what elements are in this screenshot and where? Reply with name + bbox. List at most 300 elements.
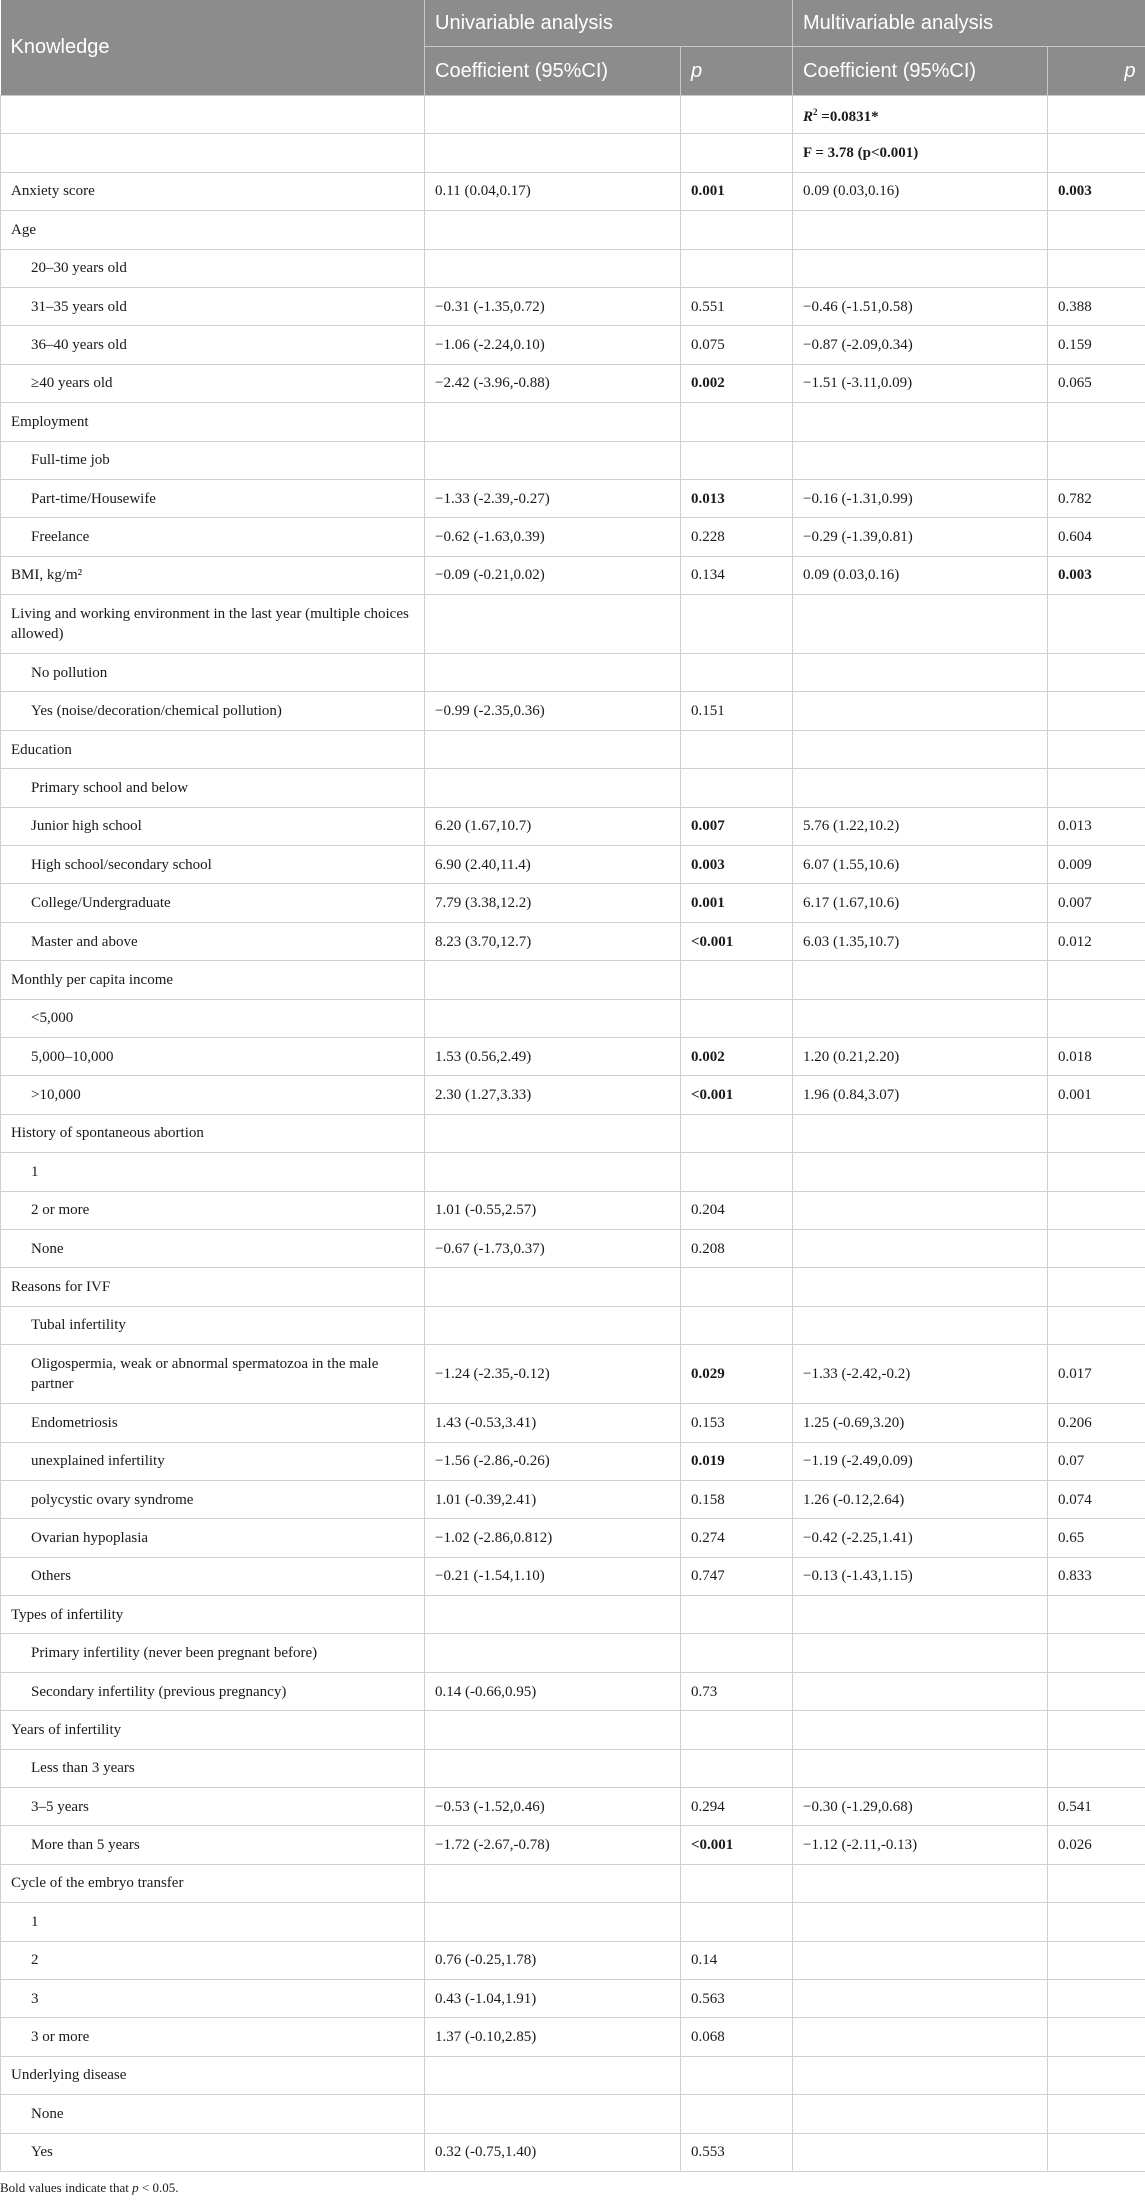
table-row [1,2018,1145,2056]
table-body [1,96,1145,2172]
multi-coefficient [793,769,1048,807]
row-label: Endometriosis [1,1404,425,1442]
table-row [1,364,1145,402]
header-p-multi: p [1048,47,1145,96]
multi-p-value [1048,999,1145,1037]
table-row [1,1672,1145,1710]
multi-p-value [1048,1153,1145,1191]
multi-p-value: 0.003 [1048,172,1145,210]
table-row [1,595,1145,654]
uni-p-value: 0.002 [681,364,793,402]
multi-p-value: 0.007 [1048,884,1145,922]
multi-coefficient [793,999,1048,1037]
multi-p-value [1048,961,1145,999]
uni-p-value: 0.73 [681,1672,793,1710]
header-p-uni: p [681,47,793,96]
multi-coefficient [793,654,1048,692]
uni-p-value [681,2095,793,2133]
row-label: 36–40 years old [1,326,425,364]
table-row [1,1306,1145,1344]
multi-p-value: 0.018 [1048,1037,1145,1075]
row-label: Others [1,1557,425,1595]
multi-coefficient: 1.26 (-0.12,2.64) [793,1480,1048,1518]
multi-coefficient [793,730,1048,768]
multi-coefficient: −1.19 (-2.49,0.09) [793,1442,1048,1480]
row-label: >10,000 [1,1076,425,1114]
row-label: Full-time job [1,441,425,479]
uni-coefficient [425,769,681,807]
multi-p-value: 0.074 [1048,1480,1145,1518]
row-label: Types of infertility [1,1596,425,1634]
row-label: None [1,1229,425,1267]
table-row [1,961,1145,999]
uni-coefficient: 0.14 (-0.66,0.95) [425,1672,681,1710]
uni-p-value: 0.553 [681,2133,793,2171]
row-label: 1 [1,1153,425,1191]
uni-p-value: 0.007 [681,807,793,845]
multi-coefficient: −0.16 (-1.31,0.99) [793,479,1048,517]
uni-p-value [681,1634,793,1672]
multi-coefficient: −0.46 (-1.51,0.58) [793,287,1048,325]
uni-coefficient: −0.99 (-2.35,0.36) [425,692,681,730]
uni-coefficient [425,961,681,999]
row-label: Part-time/Housewife [1,479,425,517]
table-row [1,1442,1145,1480]
uni-coefficient: 0.32 (-0.75,1.40) [425,2133,681,2171]
multi-p-value: 0.065 [1048,364,1145,402]
table-row [1,1711,1145,1749]
table-row [1,1749,1145,1787]
row-label: Cycle of the embryo transfer [1,1864,425,1902]
table-row [1,441,1145,479]
uni-coefficient: 1.01 (-0.39,2.41) [425,1480,681,1518]
table-row [1,1788,1145,1826]
row-label: 3 or more [1,2018,425,2056]
multi-p-value [1048,2095,1145,2133]
multi-coefficient [793,1634,1048,1672]
multi-p-value [1048,692,1145,730]
table-row [1,1864,1145,1902]
uni-coefficient: −1.24 (-2.35,-0.12) [425,1345,681,1404]
table-row [1,692,1145,730]
row-label: Tubal infertility [1,1306,425,1344]
table-row [1,1557,1145,1595]
table-row [1,1404,1145,1442]
multi-p-value [1048,2133,1145,2171]
row-label: None [1,2095,425,2133]
multi-coefficient [793,2056,1048,2094]
multi-coefficient [793,1864,1048,1902]
multi-coefficient [793,1191,1048,1229]
multi-coefficient [793,1229,1048,1267]
row-label: Age [1,211,425,249]
header-multivariable: Multivariable analysis [793,0,1145,47]
multi-coefficient [793,692,1048,730]
multi-p-value [1048,1191,1145,1229]
table-row [1,1634,1145,1672]
uni-p-value [681,654,793,692]
multi-coefficient: −1.51 (-3.11,0.09) [793,364,1048,402]
row-label: Oligospermia, weak or abnormal spermatozoa in the male partner [1,1345,425,1404]
table-row [1,1941,1145,1979]
row-label: Yes (noise/decoration/chemical pollution) [1,692,425,730]
row-label: Ovarian hypoplasia [1,1519,425,1557]
multi-coefficient: −0.13 (-1.43,1.15) [793,1557,1048,1595]
uni-p-value [681,1306,793,1344]
r2-value: $R^2 =0.0831*$ [793,96,1048,134]
multi-p-value [1048,730,1145,768]
table-row [1,403,1145,441]
uni-coefficient: 6.90 (2.40,11.4) [425,846,681,884]
multi-coefficient [793,1979,1048,2017]
multi-coefficient: −0.30 (-1.29,0.68) [793,1788,1048,1826]
multi-coefficient: 6.07 (1.55,10.6) [793,846,1048,884]
row-label: 20–30 years old [1,249,425,287]
uni-coefficient [425,211,681,249]
uni-coefficient: −0.53 (-1.52,0.46) [425,1788,681,1826]
table-row [1,654,1145,692]
multi-coefficient [793,1114,1048,1152]
table-row [1,1076,1145,1114]
table-row [1,1345,1145,1404]
multi-p-value [1048,1903,1145,1941]
model-r2-row [1,96,1145,134]
uni-coefficient [425,730,681,768]
uni-coefficient [425,403,681,441]
uni-p-value: 0.551 [681,287,793,325]
row-label: 3–5 years [1,1788,425,1826]
uni-coefficient [425,1596,681,1634]
multi-p-value: 0.65 [1048,1519,1145,1557]
uni-coefficient [425,1268,681,1306]
header-coef-multi: Coefficient (95%CI) [793,47,1048,96]
table-row [1,2095,1145,2133]
multi-p-value [1048,1634,1145,1672]
uni-coefficient: −0.21 (-1.54,1.10) [425,1557,681,1595]
uni-p-value [681,961,793,999]
multi-coefficient [793,1941,1048,1979]
uni-p-value [681,1711,793,1749]
multi-p-value [1048,1229,1145,1267]
table-row [1,730,1145,768]
uni-coefficient: 0.43 (-1.04,1.91) [425,1979,681,2017]
multi-p-value [1048,1749,1145,1787]
uni-p-value: <0.001 [681,1826,793,1864]
uni-p-value [681,1749,793,1787]
uni-p-value [681,1153,793,1191]
uni-coefficient [425,249,681,287]
multi-coefficient [793,211,1048,249]
uni-p-value: 0.747 [681,1557,793,1595]
row-label: 3 [1,1979,425,2017]
row-label: unexplained infertility [1,1442,425,1480]
multi-coefficient: −0.42 (-2.25,1.41) [793,1519,1048,1557]
row-label: Education [1,730,425,768]
uni-p-value: 0.208 [681,1229,793,1267]
uni-p-value: 0.002 [681,1037,793,1075]
multi-p-value [1048,654,1145,692]
uni-p-value: 0.204 [681,1191,793,1229]
uni-coefficient [425,1903,681,1941]
row-label: Secondary infertility (previous pregnancy) [1,1672,425,1710]
multi-p-value [1048,1306,1145,1344]
uni-p-value: 0.14 [681,1941,793,1979]
table-row [1,807,1145,845]
uni-p-value [681,999,793,1037]
multi-p-value: 0.833 [1048,1557,1145,1595]
uni-p-value: 0.001 [681,884,793,922]
uni-coefficient [425,999,681,1037]
table-row [1,2056,1145,2094]
row-label: Master and above [1,922,425,960]
uni-coefficient: −2.42 (-3.96,-0.88) [425,364,681,402]
uni-coefficient: −0.67 (-1.73,0.37) [425,1229,681,1267]
uni-coefficient: 6.20 (1.67,10.7) [425,807,681,845]
row-label: Employment [1,403,425,441]
uni-p-value [681,211,793,249]
uni-coefficient: −1.33 (-2.39,-0.27) [425,479,681,517]
uni-p-value [681,1903,793,1941]
uni-coefficient: −1.56 (-2.86,-0.26) [425,1442,681,1480]
multi-coefficient [793,1153,1048,1191]
multi-coefficient [793,1596,1048,1634]
uni-p-value: 0.013 [681,479,793,517]
uni-coefficient: 1.53 (0.56,2.49) [425,1037,681,1075]
uni-p-value [681,1864,793,1902]
uni-coefficient: 1.43 (-0.53,3.41) [425,1404,681,1442]
multi-coefficient [793,441,1048,479]
row-label: ≥40 years old [1,364,425,402]
uni-p-value: 0.001 [681,172,793,210]
multi-coefficient [793,1306,1048,1344]
row-label: Reasons for IVF [1,1268,425,1306]
row-label: No pollution [1,654,425,692]
uni-coefficient: −1.72 (-2.67,-0.78) [425,1826,681,1864]
multi-p-value [1048,249,1145,287]
row-label: 1 [1,1903,425,1941]
model-f-row [1,134,1145,172]
table-row [1,922,1145,960]
multi-coefficient [793,961,1048,999]
uni-coefficient: 8.23 (3.70,12.7) [425,922,681,960]
uni-p-value: 0.075 [681,326,793,364]
row-label: Underlying disease [1,2056,425,2094]
multi-coefficient [793,1268,1048,1306]
uni-coefficient [425,1711,681,1749]
uni-p-value [681,2056,793,2094]
multi-p-value: 0.009 [1048,846,1145,884]
multi-p-value [1048,1114,1145,1152]
uni-p-value: 0.029 [681,1345,793,1404]
multi-p-value: 0.026 [1048,1826,1145,1864]
multi-coefficient [793,595,1048,654]
multi-p-value: 0.07 [1048,1442,1145,1480]
row-label: 5,000–10,000 [1,1037,425,1075]
multi-p-value: 0.003 [1048,556,1145,594]
row-label: Primary school and below [1,769,425,807]
header-univariable: Univariable analysis [425,0,793,47]
row-label: Anxiety score [1,172,425,210]
table-row [1,1229,1145,1267]
table-row [1,1037,1145,1075]
multi-coefficient [793,1711,1048,1749]
multi-coefficient: 1.20 (0.21,2.20) [793,1037,1048,1075]
table-row [1,769,1145,807]
multi-coefficient [793,249,1048,287]
table-row [1,1596,1145,1634]
uni-p-value: 0.563 [681,1979,793,2017]
multi-p-value: 0.001 [1048,1076,1145,1114]
uni-p-value: 0.151 [681,692,793,730]
row-label: BMI, kg/m² [1,556,425,594]
multi-p-value [1048,1268,1145,1306]
multi-coefficient: −1.33 (-2.42,-0.2) [793,1345,1048,1404]
uni-coefficient [425,654,681,692]
uni-p-value [681,769,793,807]
multi-p-value [1048,211,1145,249]
multi-coefficient: 0.09 (0.03,0.16) [793,172,1048,210]
table-header [1,0,1145,96]
multi-p-value: 0.604 [1048,518,1145,556]
multi-coefficient: 0.09 (0.03,0.16) [793,556,1048,594]
multi-p-value [1048,1979,1145,2017]
table-row [1,1519,1145,1557]
uni-coefficient: 0.11 (0.04,0.17) [425,172,681,210]
multi-p-value [1048,441,1145,479]
multi-p-value: 0.388 [1048,287,1145,325]
table-row [1,211,1145,249]
uni-coefficient [425,441,681,479]
multi-p-value: 0.782 [1048,479,1145,517]
uni-coefficient: 2.30 (1.27,3.33) [425,1076,681,1114]
uni-p-value [681,441,793,479]
row-label: Living and working environment in the last year (multiple choices allowed) [1,595,425,654]
uni-p-value: 0.274 [681,1519,793,1557]
table-row [1,999,1145,1037]
multi-p-value: 0.206 [1048,1404,1145,1442]
uni-coefficient [425,1114,681,1152]
row-label: Primary infertility (never been pregnant before) [1,1634,425,1672]
multi-p-value: 0.159 [1048,326,1145,364]
uni-coefficient [425,2056,681,2094]
uni-coefficient [425,1864,681,1902]
uni-p-value [681,403,793,441]
table-row [1,1114,1145,1152]
uni-coefficient: −0.31 (-1.35,0.72) [425,287,681,325]
uni-coefficient [425,1634,681,1672]
table-row [1,1191,1145,1229]
header-coef-uni: Coefficient (95%CI) [425,47,681,96]
uni-p-value: <0.001 [681,922,793,960]
row-label: More than 5 years [1,1826,425,1864]
multi-coefficient: 6.17 (1.67,10.6) [793,884,1048,922]
uni-p-value [681,249,793,287]
uni-p-value: 0.068 [681,2018,793,2056]
multi-p-value: 0.541 [1048,1788,1145,1826]
uni-coefficient: −1.02 (-2.86,0.812) [425,1519,681,1557]
multi-p-value: 0.012 [1048,922,1145,960]
row-label: Yes [1,2133,425,2171]
multi-coefficient [793,403,1048,441]
uni-coefficient: 1.01 (-0.55,2.57) [425,1191,681,1229]
table-row [1,1979,1145,2017]
table-row [1,287,1145,325]
multi-coefficient: −0.29 (-1.39,0.81) [793,518,1048,556]
multi-p-value [1048,1596,1145,1634]
row-label: High school/secondary school [1,846,425,884]
multi-coefficient [793,1903,1048,1941]
row-label: History of spontaneous abortion [1,1114,425,1152]
uni-p-value: 0.228 [681,518,793,556]
uni-p-value: 0.019 [681,1442,793,1480]
multi-coefficient: −1.12 (-2.11,-0.13) [793,1826,1048,1864]
uni-p-value: <0.001 [681,1076,793,1114]
multi-coefficient [793,2095,1048,2133]
multi-coefficient [793,2133,1048,2171]
multi-p-value [1048,1864,1145,1902]
multi-p-value [1048,403,1145,441]
multi-coefficient: 1.25 (-0.69,3.20) [793,1404,1048,1442]
multi-p-value [1048,769,1145,807]
row-label: Less than 3 years [1,1749,425,1787]
uni-p-value [681,730,793,768]
uni-coefficient [425,2095,681,2133]
uni-coefficient: 1.37 (-0.10,2.85) [425,2018,681,2056]
table-row [1,326,1145,364]
row-label: Monthly per capita income [1,961,425,999]
multi-p-value [1048,2018,1145,2056]
uni-p-value [681,595,793,654]
multi-coefficient [793,1672,1048,1710]
table-row [1,1826,1145,1864]
uni-coefficient: −1.06 (-2.24,0.10) [425,326,681,364]
row-label: 2 [1,1941,425,1979]
uni-p-value: 0.294 [681,1788,793,1826]
row-label: Years of infertility [1,1711,425,1749]
uni-coefficient: 7.79 (3.38,12.2) [425,884,681,922]
row-label: Junior high school [1,807,425,845]
multi-p-value: 0.013 [1048,807,1145,845]
uni-coefficient: 0.76 (-0.25,1.78) [425,1941,681,1979]
table-row [1,172,1145,210]
multi-p-value [1048,2056,1145,2094]
uni-p-value [681,1114,793,1152]
table-row [1,1480,1145,1518]
table-row [1,884,1145,922]
header-knowledge: Knowledge [1,0,425,96]
row-label: Freelance [1,518,425,556]
uni-p-value [681,1268,793,1306]
table-row [1,2133,1145,2171]
uni-coefficient: −0.09 (-0.21,0.02) [425,556,681,594]
row-label: <5,000 [1,999,425,1037]
table-row [1,556,1145,594]
table-row [1,518,1145,556]
row-label: 31–35 years old [1,287,425,325]
table-row [1,249,1145,287]
row-label: College/Undergraduate [1,884,425,922]
row-label: polycystic ovary syndrome [1,1480,425,1518]
uni-coefficient [425,1306,681,1344]
table-row [1,1268,1145,1306]
table-row [1,479,1145,517]
multi-p-value [1048,595,1145,654]
table-row [1,1903,1145,1941]
footnote: Bold values indicate that p < 0.05. [0,2180,179,2195]
multi-coefficient: 5.76 (1.22,10.2) [793,807,1048,845]
multi-coefficient [793,1749,1048,1787]
multi-coefficient: −0.87 (-2.09,0.34) [793,326,1048,364]
